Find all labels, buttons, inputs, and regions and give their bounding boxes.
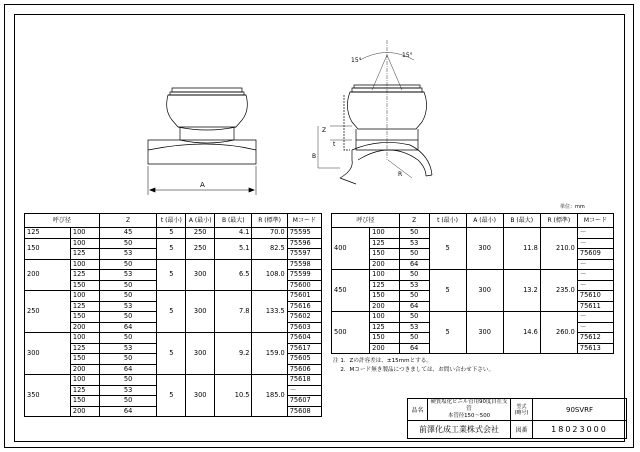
- branch-size: 150: [370, 333, 400, 344]
- z-value: 53: [99, 249, 157, 260]
- table-row: [332, 312, 614, 323]
- r-value: 235.0: [540, 270, 577, 312]
- b-value: 10.5: [215, 375, 252, 417]
- title-drawing-no: 18023000: [533, 421, 627, 439]
- nominal-size: 300: [25, 333, 71, 375]
- branch-size: 100: [370, 270, 400, 281]
- m-code: 75616: [287, 301, 321, 312]
- z-value: 50: [399, 333, 429, 344]
- header-a: A (最小): [466, 214, 503, 228]
- branch-size: 200: [370, 259, 400, 270]
- m-code: －: [577, 228, 613, 239]
- branch-size: 100: [370, 228, 400, 239]
- branch-size: 100: [370, 312, 400, 323]
- b-value: 13.2: [503, 270, 540, 312]
- branch-size: 200: [70, 406, 99, 417]
- z-value: 50: [99, 259, 157, 270]
- t-value: 5: [157, 238, 186, 259]
- r-value: 108.0: [252, 259, 287, 291]
- m-code: 75608: [287, 406, 321, 417]
- z-value: 64: [399, 343, 429, 354]
- branch-size: 150: [70, 280, 99, 291]
- m-code: 75618: [287, 375, 321, 386]
- branch-size: 125: [370, 280, 400, 291]
- z-value: 53: [99, 270, 157, 281]
- branch-size: 150: [370, 249, 400, 260]
- header-code: Mコード: [287, 214, 321, 228]
- b-value: 5.1: [215, 238, 252, 259]
- m-code: －: [577, 270, 613, 281]
- z-value: 50: [99, 396, 157, 407]
- b-value: 14.6: [503, 312, 540, 354]
- nominal-size: 500: [332, 312, 370, 354]
- z-value: 50: [399, 249, 429, 260]
- branch-size: 150: [370, 291, 400, 302]
- m-code: 75607: [287, 396, 321, 407]
- m-code: 75617: [287, 343, 321, 354]
- header-b: B (最大): [503, 214, 540, 228]
- m-code: 75602: [287, 312, 321, 323]
- z-value: 50: [99, 312, 157, 323]
- branch-size: 100: [70, 228, 99, 239]
- table-row: [25, 375, 322, 386]
- m-code: －: [577, 312, 613, 323]
- m-code: 75605: [287, 354, 321, 365]
- note-1: 注 1．Zの許容差は、±15mmとする。: [333, 358, 432, 364]
- nominal-size: 250: [25, 291, 71, 333]
- t-value: 5: [157, 259, 186, 291]
- branch-size: 100: [70, 291, 99, 302]
- branch-size: 200: [370, 301, 400, 312]
- a-value: 250: [186, 238, 215, 259]
- m-code: 75601: [287, 291, 321, 302]
- z-value: 50: [99, 333, 157, 344]
- header-a: A (最小): [186, 214, 215, 228]
- b-value: 6.5: [215, 259, 252, 291]
- m-code: －: [287, 385, 321, 396]
- table-row: [332, 270, 614, 281]
- r-value: 185.0: [252, 375, 287, 417]
- r-value: 210.0: [540, 228, 577, 270]
- nominal-size: 400: [332, 228, 370, 270]
- t-value: 5: [157, 228, 186, 239]
- z-value: 53: [99, 343, 157, 354]
- m-code: －: [577, 322, 613, 333]
- r-value: 70.0: [252, 228, 287, 239]
- branch-size: 100: [70, 333, 99, 344]
- z-value: 53: [399, 322, 429, 333]
- dim-t-label: t: [333, 141, 336, 148]
- unit-label: 単位：mm: [560, 204, 585, 210]
- t-value: 5: [157, 333, 186, 375]
- spec-table-right: [331, 213, 614, 354]
- spec-table-left: [24, 213, 322, 417]
- title-drawing-no-label: 図番: [511, 421, 533, 439]
- nominal-size: 450: [332, 270, 370, 312]
- nominal-size: 125: [25, 228, 71, 239]
- b-value: 11.8: [503, 228, 540, 270]
- m-code: 75611: [577, 301, 613, 312]
- title-name: 硬質塩化ビニル管用90度自在支管 本管径150～500: [428, 399, 511, 421]
- a-value: 300: [186, 291, 215, 333]
- z-value: 53: [399, 238, 429, 249]
- a-value: 300: [466, 270, 503, 312]
- b-value: 9.2: [215, 333, 252, 375]
- branch-size: 200: [370, 343, 400, 354]
- z-value: 50: [399, 291, 429, 302]
- z-value: 64: [399, 259, 429, 270]
- title-block: [407, 398, 627, 439]
- m-code: －: [577, 259, 613, 270]
- branch-size: 150: [70, 312, 99, 323]
- t-value: 5: [429, 312, 466, 354]
- branch-size: 100: [70, 238, 99, 249]
- z-value: 53: [99, 301, 157, 312]
- branch-size: 150: [70, 396, 99, 407]
- title-company: 前澤化成工業株式会社: [408, 421, 511, 439]
- branch-size: 200: [70, 322, 99, 333]
- table-row: [25, 291, 322, 302]
- a-value: 300: [186, 259, 215, 291]
- header-t: t (最小): [429, 214, 466, 228]
- z-value: 45: [99, 228, 157, 239]
- angle-label-right: 15°: [402, 52, 413, 59]
- header-size: 呼び径: [25, 214, 100, 228]
- a-value: 300: [186, 333, 215, 375]
- t-value: 5: [157, 291, 186, 333]
- dim-z-label: Z: [322, 127, 327, 134]
- note-2: 2．Mコード無き製品につきましては、お問い合わせ下さい。: [333, 367, 495, 373]
- r-value: 82.5: [252, 238, 287, 259]
- branch-size: 125: [70, 249, 99, 260]
- table-row: [25, 228, 322, 239]
- branch-size: 100: [70, 375, 99, 386]
- branch-size: 125: [370, 322, 400, 333]
- m-code: 75604: [287, 333, 321, 344]
- m-code: －: [577, 280, 613, 291]
- title-type-code: 90SVRF: [533, 399, 627, 421]
- z-value: 50: [399, 312, 429, 323]
- m-code: 75597: [287, 249, 321, 260]
- dim-b-label: B: [312, 153, 317, 160]
- t-value: 5: [157, 375, 186, 417]
- z-value: 53: [99, 385, 157, 396]
- branch-size: 125: [370, 238, 400, 249]
- z-value: 64: [399, 301, 429, 312]
- m-code: 75599: [287, 270, 321, 281]
- dim-r-label: R: [398, 171, 403, 178]
- m-code: 75613: [577, 343, 613, 354]
- z-value: 64: [99, 406, 157, 417]
- dim-a-label-front: A: [200, 181, 205, 189]
- z-value: 50: [399, 270, 429, 281]
- z-value: 50: [99, 375, 157, 386]
- notes: [333, 357, 494, 375]
- title-name-label: 品名: [408, 399, 428, 421]
- m-code: 75609: [577, 249, 613, 260]
- z-value: 50: [99, 291, 157, 302]
- r-value: 159.0: [252, 333, 287, 375]
- r-value: 260.0: [540, 312, 577, 354]
- z-value: 50: [99, 280, 157, 291]
- m-code: 75600: [287, 280, 321, 291]
- t-value: 5: [429, 228, 466, 270]
- header-z: Z: [99, 214, 157, 228]
- table-row: [25, 259, 322, 270]
- m-code: 75596: [287, 238, 321, 249]
- m-code: 75606: [287, 364, 321, 375]
- header-r: R (標準): [540, 214, 577, 228]
- header-code: Mコード: [577, 214, 613, 228]
- branch-size: 125: [70, 301, 99, 312]
- a-value: 300: [186, 375, 215, 417]
- t-value: 5: [429, 270, 466, 312]
- nominal-size: 350: [25, 375, 71, 417]
- header-t: t (最小): [157, 214, 186, 228]
- branch-size: 125: [70, 270, 99, 281]
- nominal-size: 200: [25, 259, 71, 291]
- branch-size: 100: [70, 259, 99, 270]
- m-code: 75612: [577, 333, 613, 344]
- branch-size: 125: [70, 343, 99, 354]
- m-code: －: [577, 238, 613, 249]
- b-value: 4.1: [215, 228, 252, 239]
- a-value: 250: [186, 228, 215, 239]
- branch-size: 200: [70, 364, 99, 375]
- header-z: Z: [399, 214, 429, 228]
- table-row: [25, 238, 322, 249]
- r-value: 133.5: [252, 291, 287, 333]
- front-view: [148, 88, 256, 195]
- nominal-size: 150: [25, 238, 71, 259]
- m-code: 75598: [287, 259, 321, 270]
- angle-label-left: 15°: [351, 57, 362, 64]
- z-value: 64: [99, 322, 157, 333]
- b-value: 7.8: [215, 291, 252, 333]
- header-r: R (標準): [252, 214, 287, 228]
- z-value: 64: [99, 364, 157, 375]
- a-value: 300: [466, 312, 503, 354]
- title-type-label: 型式 (略号): [511, 399, 533, 421]
- m-code: 75610: [577, 291, 613, 302]
- table-row: [25, 333, 322, 344]
- table-row: [332, 228, 614, 239]
- header-size: 呼び径: [332, 214, 400, 228]
- z-value: 50: [399, 228, 429, 239]
- z-value: 53: [399, 280, 429, 291]
- z-value: 50: [99, 238, 157, 249]
- branch-size: 125: [70, 385, 99, 396]
- header-b: B (最大): [215, 214, 252, 228]
- m-code: 75603: [287, 322, 321, 333]
- a-value: 300: [466, 228, 503, 270]
- branch-size: 150: [70, 354, 99, 365]
- side-view: [318, 40, 432, 184]
- z-value: 50: [99, 354, 157, 365]
- m-code: 75595: [287, 228, 321, 239]
